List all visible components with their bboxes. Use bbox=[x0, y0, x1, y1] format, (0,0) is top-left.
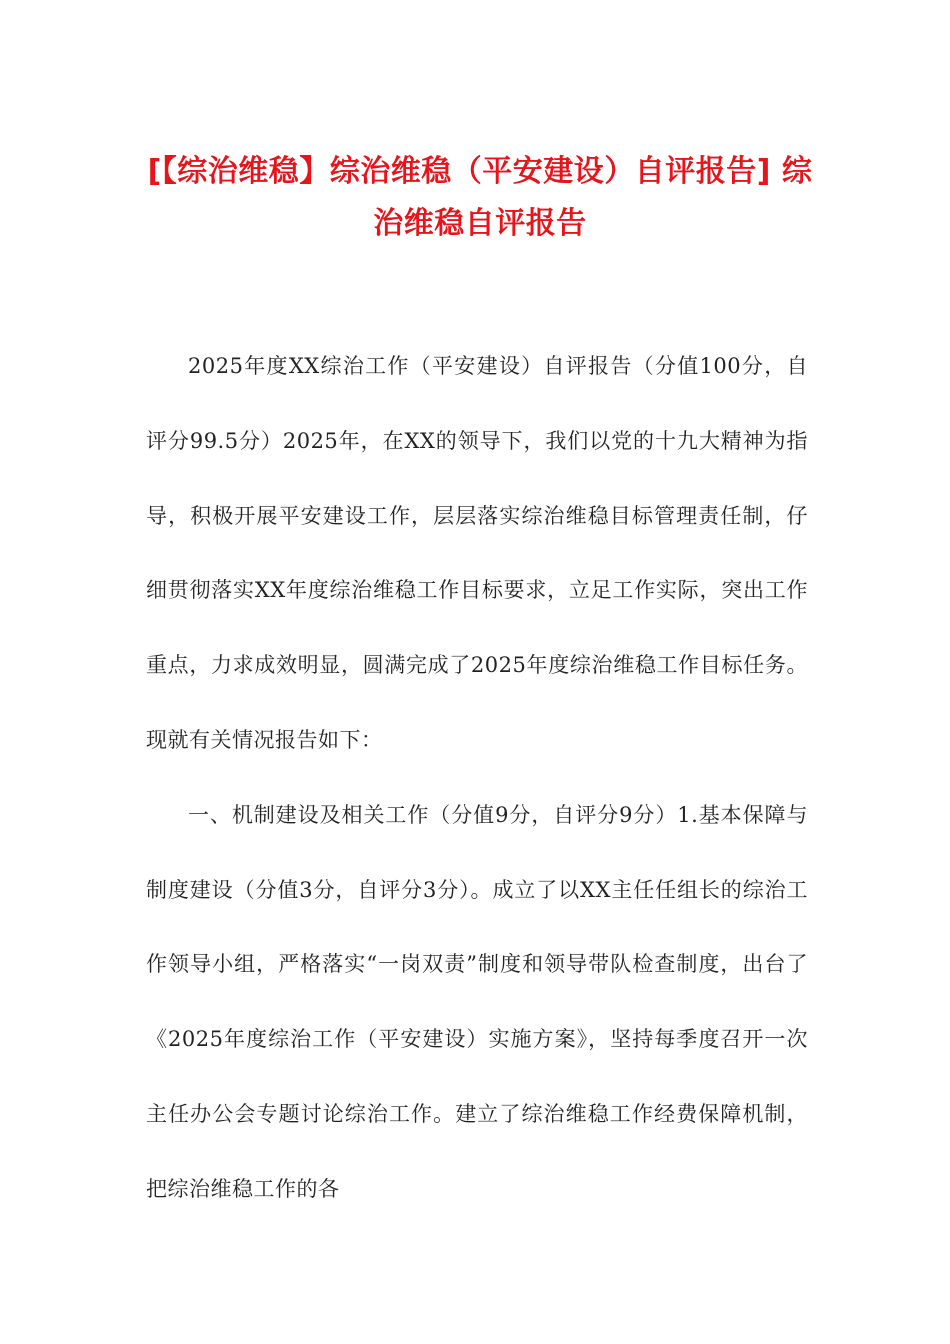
body-paragraph-intro: 2025年度XX综治工作（平安建设）自评报告（分值100分，自评分99.5分）2025年，在XX的领导下，我们以党的十九大精神为指导，积极开展平安建设工作，层层落实综治维稳目标管理责任制，仔细贯彻落实XX年度综治维稳工作目标要求，立足工作实际，突出工作重点，力求成效明显，圆满完成了2025年度综治维稳工作目标任务。现就有关情况报告如下： bbox=[146, 354, 808, 752]
document-body bbox=[146, 329, 808, 1227]
document-title: [【综治维稳】综治维稳（平安建设）自评报告] 综治维稳自评报告 bbox=[147, 154, 813, 241]
body-paragraph-section-one: 一、机制建设及相关工作（分值9分，自评分9分）1.基本保障与制度建设（分值3分，自评分3分）。成立了以XX主任任组长的综治工作领导小组，严格落实“一岗双责”制度和领导带队检查制度，出台了《2025年度综治工作（平安建设）实施方案》，坚持每季度召开一次主任办公会专题讨论综治工作。建立了综治维稳工作经费保障机制，把综治维稳工作的各 bbox=[146, 802, 808, 1201]
